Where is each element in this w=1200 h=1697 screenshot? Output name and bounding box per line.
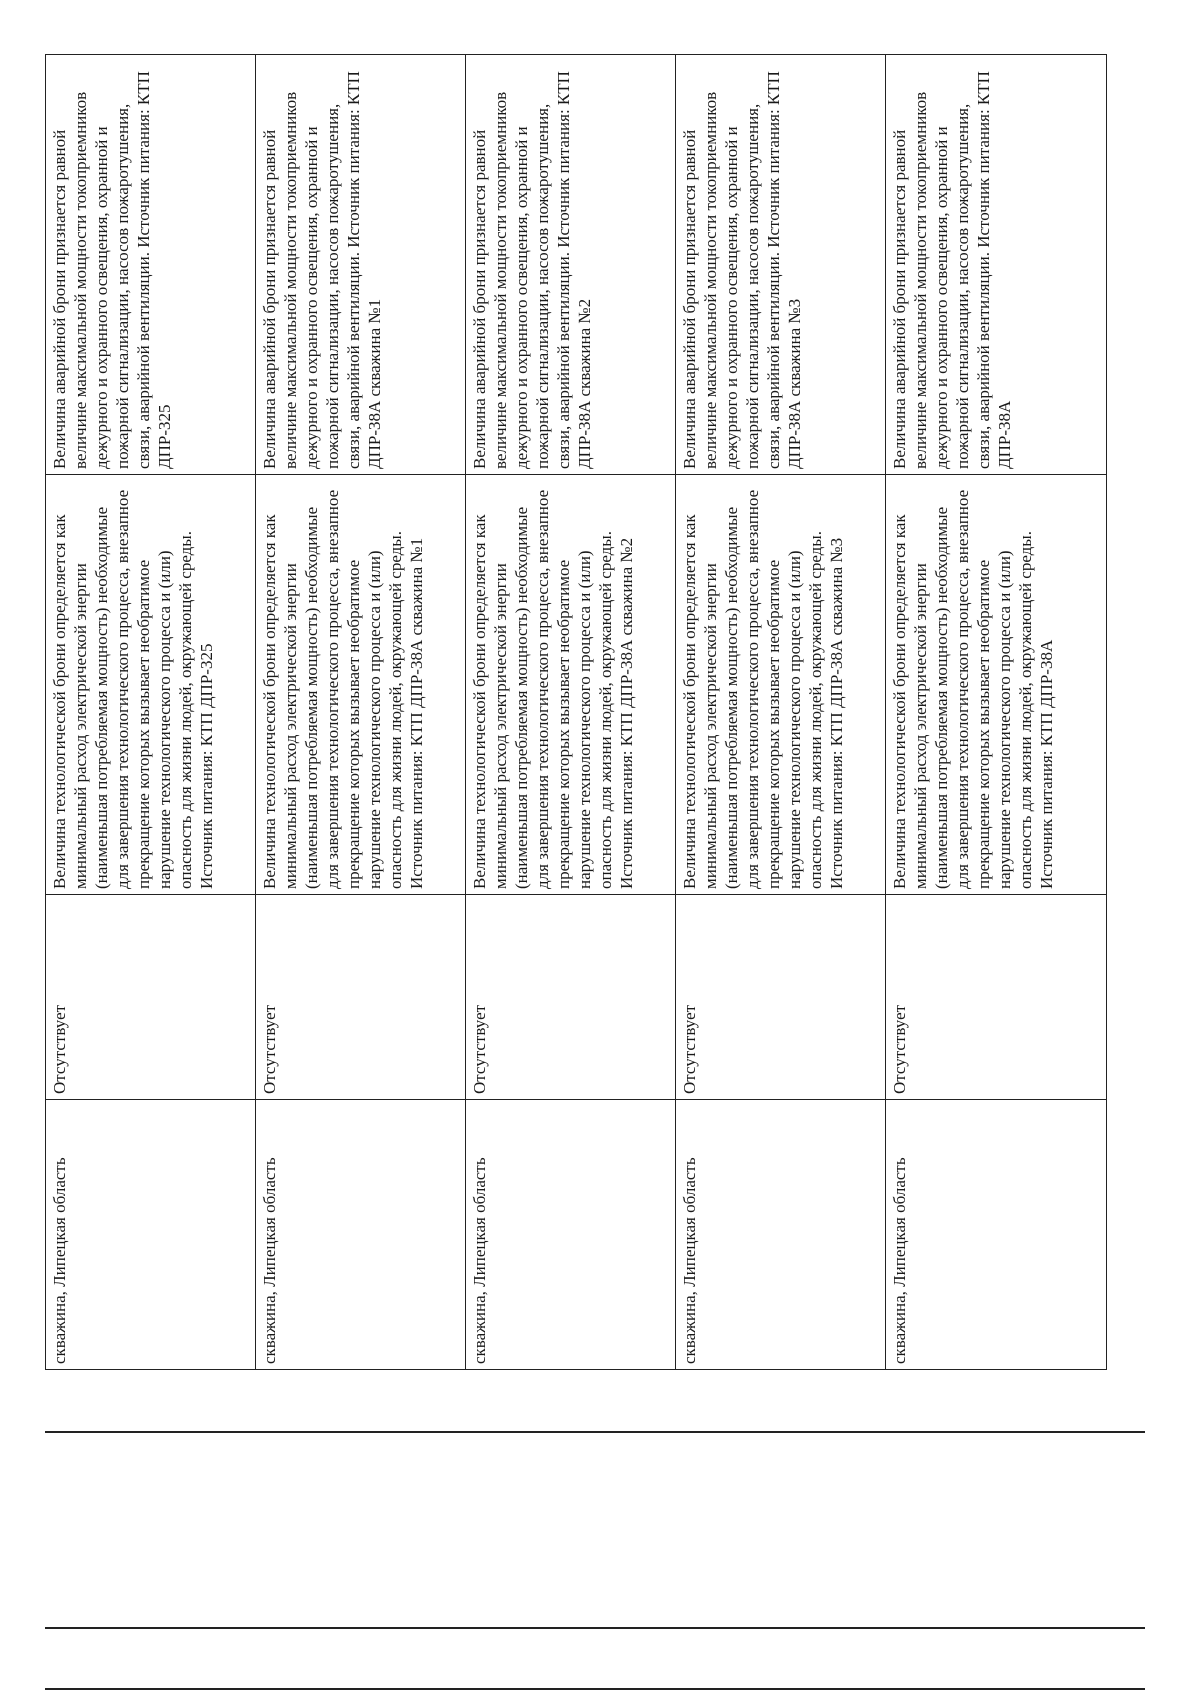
table-row	[886, 54, 1107, 1369]
rule-line	[45, 1627, 1145, 1629]
table-row	[256, 54, 466, 1369]
tech-reserve-cell: Величина технологической брони определяется как минимальный расход электрической энергии (наименьшая потребляемая мощность) необходимые для завершения технологического процесса, внезапное прекращение которых вызывает необратимое нарушение технологического процесса и (или) опасность для жизни людей, окружающей среды. Источник питания: КТП ДПР-38А скважина №2	[466, 474, 675, 894]
rule-line	[45, 1688, 1145, 1690]
emergency-reserve-cell: Величина аварийной брони признается равной величине максимальной мощности токоприемников дежурного и охранного освещения, охранной и пожарной сигнализации, насосов пожаротушения, связи, аварийной вентиляции. Источник питания: КТП ДПР-38А скважина №3	[676, 54, 885, 474]
rule-line	[45, 1431, 1145, 1433]
reserve-cell: Отсутствует	[676, 894, 885, 1099]
tech-reserve-cell: Величина технологической брони определяется как минимальный расход электрической энергии (наименьшая потребляемая мощность) необходимые для завершения технологического процесса, внезапное прекращение которых вызывает необратимое нарушение технологического процесса и (или) опасность для жизни людей, окружающей среды. Источник питания: КТП ДПР-38А	[886, 474, 1106, 894]
table-row	[676, 54, 886, 1369]
location-cell: скважина, Липецкая область	[676, 1099, 885, 1369]
reserve-cell: Отсутствует	[46, 894, 255, 1099]
emergency-reserve-cell: Величина аварийной брони признается равной величине максимальной мощности токоприемников дежурного и охранного освещения, охранной и пожарной сигнализации, насосов пожаротушения, связи, аварийной вентиляции. Источник питания: КТП ДПР-38А	[886, 54, 1106, 474]
table-row	[466, 54, 676, 1369]
reserve-cell: Отсутствует	[256, 894, 465, 1099]
tech-reserve-cell: Величина технологической брони определяется как минимальный расход электрической энергии (наименьшая потребляемая мощность) необходимые для завершения технологического процесса, внезапное прекращение которых вызывает необратимое нарушение технологического процесса и (или) опасность для жизни людей, окружающей среды. Источник питания: КТП ДПР-38А скважина №1	[256, 474, 465, 894]
tech-reserve-cell: Величина технологической брони определяется как минимальный расход электрической энергии (наименьшая потребляемая мощность) необходимые для завершения технологического процесса, внезапное прекращение которых вызывает необратимое нарушение технологического процесса и (или) опасность для жизни людей, окружающей среды. Источник питания: КТП ДПР-325	[46, 474, 255, 894]
table-row	[46, 54, 256, 1369]
emergency-reserve-cell: Величина аварийной брони признается равной величине максимальной мощности токоприемников дежурного и охранного освещения, охранной и пожарной сигнализации, насосов пожаротушения, связи, аварийной вентиляции. Источник питания: КТП ДПР-38А скважина №1	[256, 54, 465, 474]
location-cell: скважина, Липецкая область	[466, 1099, 675, 1369]
location-cell: скважина, Липецкая область	[256, 1099, 465, 1369]
rotated-page	[45, 55, 1125, 1370]
location-cell: скважина, Липецкая область	[886, 1099, 1106, 1369]
tech-reserve-cell: Величина технологической брони определяется как минимальный расход электрической энергии (наименьшая потребляемая мощность) необходимые для завершения технологического процесса, внезапное прекращение которых вызывает необратимое нарушение технологического процесса и (или) опасность для жизни людей, окружающей среды. Источник питания: КТП ДПР-38А скважина №3	[676, 474, 885, 894]
reserve-cell: Отсутствует	[886, 894, 1106, 1099]
reserve-cell: Отсутствует	[466, 894, 675, 1099]
location-cell: скважина, Липецкая область	[46, 1099, 255, 1369]
emergency-reserve-cell: Величина аварийной брони признается равной величине максимальной мощности токоприемников дежурного и охранного освещения, охранной и пожарной сигнализации, насосов пожаротушения, связи, аварийной вентиляции. Источник питания: КТП ДПР-38А скважина №2	[466, 54, 675, 474]
reserve-table	[45, 54, 1107, 1370]
emergency-reserve-cell: Величина аварийной брони признается равной величине максимальной мощности токоприемников дежурного и охранного освещения, охранной и пожарной сигнализации, насосов пожаротушения, связи, аварийной вентиляции. Источник питания: КТП ДПР-325	[46, 54, 255, 474]
